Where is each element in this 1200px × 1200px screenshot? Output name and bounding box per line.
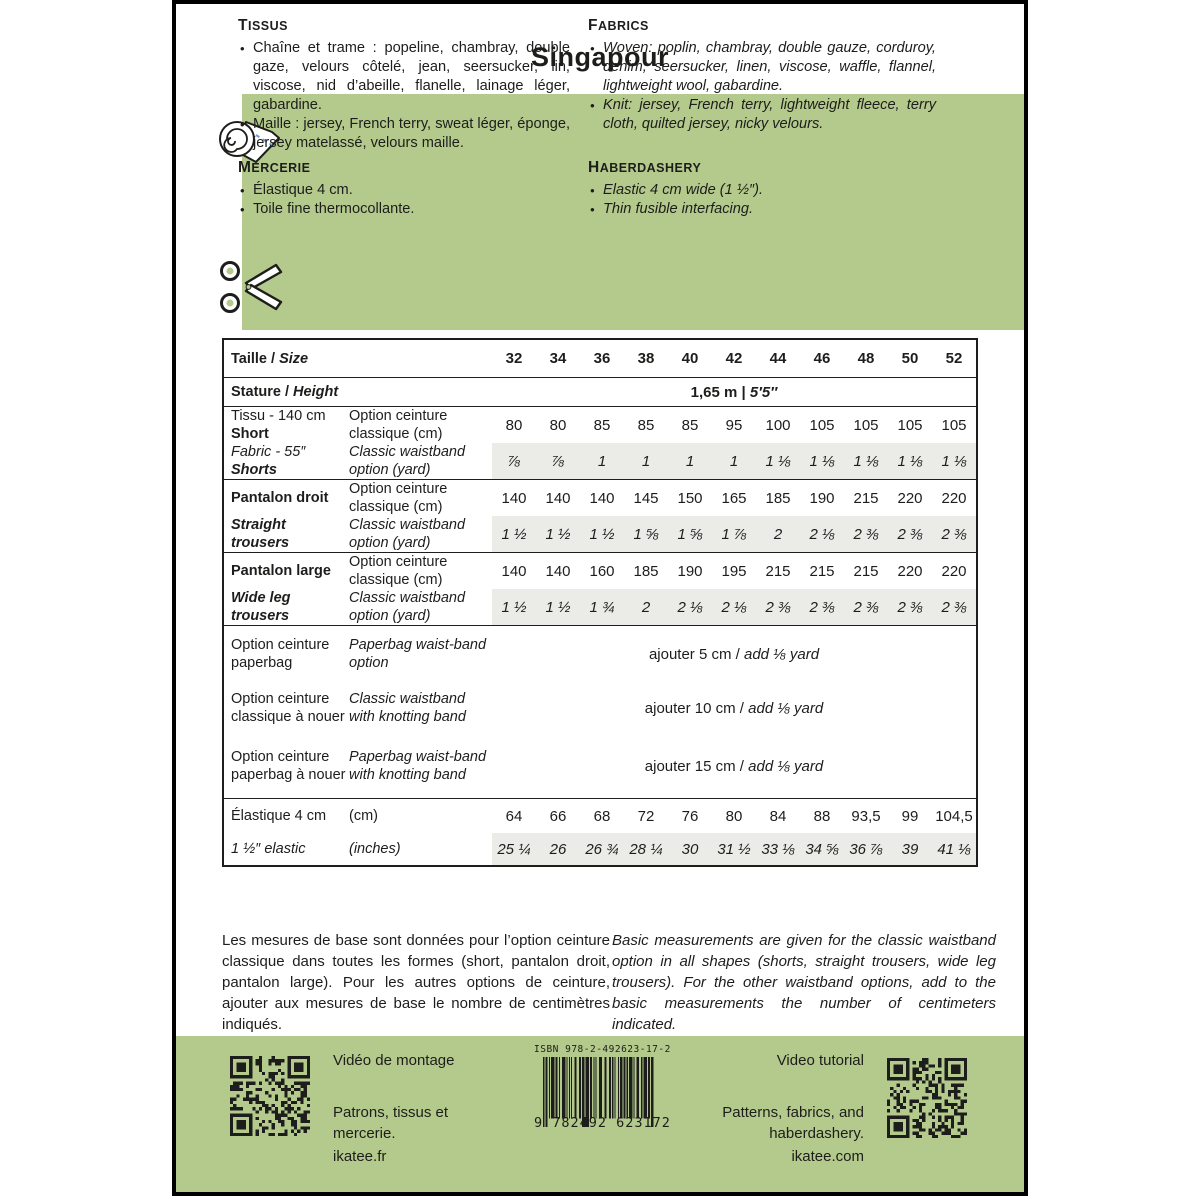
footer-url-fr: ikatee.fr [333, 1148, 387, 1165]
size-header-cell: 40 [681, 350, 699, 367]
size-cell: 1 ⅛ [888, 443, 932, 479]
size-cell: 80 [725, 807, 743, 825]
size-cell: 26 [536, 833, 580, 865]
size-cell: 36 ⅞ [844, 833, 888, 865]
size-cell: 85 [637, 416, 655, 434]
row-elastic-inches [224, 833, 976, 865]
size-table [222, 338, 978, 867]
footer-url-en: ikatee.com [791, 1148, 864, 1165]
row-label: Option ceinture classique (cm) [349, 554, 448, 588]
row-label: Classic waistband option (yard) [349, 590, 466, 624]
size-cell: 2 ⅜ [932, 589, 976, 625]
size-cell: 195 [721, 562, 747, 580]
option-label-en: Paperbag waist-band with knotting band [349, 749, 487, 783]
size-cell: 85 [681, 416, 699, 434]
size-cell: 80 [505, 416, 523, 434]
size-cell: 64 [505, 807, 523, 825]
note-french: Les mesures de base sont données pour l’option ceinture classique dans toutes les formes (short, pantalon droit, pantalon large). Pour les autres options de ceinture, ajouter aux mesures de base le nombre de centimètres indiqués. [222, 932, 610, 1033]
size-cell: 1 ¾ [580, 589, 624, 625]
size-cell: 39 [888, 833, 932, 865]
size-cell: 30 [668, 833, 712, 865]
footer-shop-label-fr: Patrons, tissus et mercerie. [333, 1104, 449, 1142]
section-heading-tissus: TISSUS [238, 17, 288, 34]
size-cell: 2 ⅜ [844, 516, 888, 552]
size-cell: 1 ⅝ [624, 516, 668, 552]
size-cell: 2 ⅜ [844, 589, 888, 625]
option-value: ajouter 5 cm / add ⅛ yard [648, 645, 820, 663]
elastic-unit-en: (inches) [349, 841, 401, 857]
table-group-waistband-options [224, 625, 976, 798]
group-label-en: Straight trousers [231, 517, 290, 551]
size-cell: 1 ½ [536, 589, 580, 625]
size-cell: 105 [809, 416, 835, 434]
material-item: • Maille : jersey, French terry, sweat léger, éponge, jersey matelassé, velours maille. [238, 115, 570, 153]
size-cell: 215 [853, 562, 879, 580]
section-tissus [238, 16, 570, 153]
size-cell: 2 ⅜ [800, 589, 844, 625]
size-cell: 215 [809, 562, 835, 580]
size-cell: ⅞ [536, 443, 580, 479]
size-cell: 41 ⅛ [932, 833, 976, 865]
size-cell: 28 ¼ [624, 833, 668, 865]
size-cell: 185 [633, 562, 659, 580]
size-cell: 1 ½ [536, 516, 580, 552]
option-label-en: Paperbag waist-band option [349, 637, 487, 671]
section-heading-mercerie: MERCERIE [238, 159, 311, 176]
size-cell: 220 [897, 562, 923, 580]
size-cell: 105 [897, 416, 923, 434]
size-cell: 72 [637, 807, 655, 825]
footer-video-label-en: Video tutorial [776, 1052, 864, 1069]
size-cell: 31 ½ [712, 833, 756, 865]
note-english: Basic measurements are given for the classic waistband option in all shapes (shorts, straight trousers, wide leg trousers). For the other waistband options, add to the basic measurements the number of centimeters indicated. [612, 932, 996, 1033]
option-value: ajouter 10 cm / add ⅛ yard [644, 699, 824, 717]
size-cell: 84 [769, 807, 787, 825]
section-haberdashery [588, 158, 936, 219]
material-item: • Elastic 4 cm wide (1 ½″). [588, 181, 936, 200]
section-mercerie [238, 158, 570, 219]
isbn-text: ISBN 978-2-492623-17-2 [534, 1044, 671, 1055]
row-label: Option ceinture classique (cm) [349, 408, 448, 442]
size-cell: 190 [809, 489, 835, 507]
row-option-classic-knot [224, 682, 976, 734]
row-label: Option ceinture classique (cm) [349, 481, 448, 515]
size-cell: 140 [545, 489, 571, 507]
size-cell: 80 [549, 416, 567, 434]
size-cell: 100 [765, 416, 791, 434]
stature-value: 1,65 m | 5′5″ [690, 383, 778, 401]
material-item: • Élastique 4 cm. [238, 181, 570, 200]
size-cell: 105 [941, 416, 967, 434]
size-cell: 2 [624, 589, 668, 625]
option-label-fr: Option ceinture classique à nouer [231, 691, 345, 725]
size-header-cell: 46 [813, 350, 831, 367]
elastic-label-en: 1 ½″ elastic [231, 841, 306, 857]
size-cell: 34 ⅝ [800, 833, 844, 865]
size-cell: 2 ⅛ [712, 589, 756, 625]
footer-video-label-fr: Vidéo de montage [333, 1052, 455, 1069]
size-cell: 220 [941, 489, 967, 507]
size-cell: 190 [677, 562, 703, 580]
size-cell: 1 ⅞ [712, 516, 756, 552]
material-item: • Thin fusible interfacing. [588, 200, 936, 219]
size-cell: 1 [712, 443, 756, 479]
section-fabrics [588, 16, 936, 134]
tissus-list [238, 39, 570, 153]
size-cell: 2 ⅜ [888, 589, 932, 625]
section-heading-haberdashery: HABERDASHERY [588, 159, 702, 176]
option-label-en: Classic waistband with knotting band [349, 691, 466, 725]
size-cell: 2 [756, 516, 800, 552]
size-cell: 1 ⅛ [756, 443, 800, 479]
size-cell: 1 ½ [580, 516, 624, 552]
size-cell: 85 [593, 416, 611, 434]
row-wide-yard [224, 589, 976, 625]
table-group-wide-leg-trousers [224, 552, 976, 625]
row-label: Classic waistband option (yard) [349, 517, 466, 551]
size-cell: 140 [545, 562, 571, 580]
size-cell: 76 [681, 807, 699, 825]
row-straight-cm [224, 480, 976, 516]
section-heading-fabrics: FABRICS [588, 17, 649, 34]
size-cell: ⅞ [492, 443, 536, 479]
footer-shop-label-en: Patterns, fabrics, and haberdashery. [722, 1104, 864, 1142]
size-header-cell: 48 [857, 350, 875, 367]
size-header-cell: 52 [945, 350, 963, 367]
group-label-fr: Pantalon large [231, 563, 331, 579]
elastic-unit-fr: (cm) [349, 808, 378, 824]
row-elastic-cm [224, 799, 976, 833]
size-cell: 93,5 [851, 807, 881, 825]
elastic-label-fr: Élastique 4 cm [231, 808, 327, 824]
size-cell: 1 [580, 443, 624, 479]
size-cell: 1 [668, 443, 712, 479]
material-item: • Chaîne et trame : popeline, chambray, double gaze, velours côtelé, jean, seersucker, lin, viscose, nid d’abeille, flanelle, lainage léger, gabardine. [238, 39, 570, 115]
size-cell: 88 [813, 807, 831, 825]
group-label-shorts: Tissu - 140 cm Short Fabric - 55″ Shorts [231, 408, 326, 478]
row-option-paperbag [224, 626, 976, 682]
barcode-digits: 9 782492 623172 [534, 1115, 671, 1131]
size-header-cell: 50 [901, 350, 919, 367]
option-value: ajouter 15 cm / add ⅛ yard [644, 757, 824, 775]
table-group-straight-trousers [224, 479, 976, 552]
size-header-cell: 34 [549, 350, 567, 367]
row-shorts-yard [347, 443, 976, 479]
size-header-cell: 38 [637, 350, 655, 367]
size-header-cell: 42 [725, 350, 743, 367]
size-cell: 25 ¼ [492, 833, 536, 865]
row-wide-cm [224, 553, 976, 589]
table-group-elastic [224, 798, 976, 865]
size-cell: 220 [897, 489, 923, 507]
size-cell: 99 [901, 807, 919, 825]
size-cell: 33 ⅛ [756, 833, 800, 865]
size-cell: 185 [765, 489, 791, 507]
row-option-paperbag-knot [224, 734, 976, 798]
size-cell: 2 ⅜ [888, 516, 932, 552]
material-item: • Knit: jersey, French terry, lightweight fleece, terry cloth, quilted jersey, nicky velours. [588, 96, 936, 134]
pattern-envelope-back [172, 0, 1028, 1196]
size-cell: 2 ⅜ [932, 516, 976, 552]
size-cell: 140 [501, 489, 527, 507]
size-cell: 1 ½ [492, 516, 536, 552]
sizes-row-label: Taille / Size [231, 350, 309, 367]
table-group-shorts [224, 406, 976, 479]
size-cell: 1 ½ [492, 589, 536, 625]
size-cell: 165 [721, 489, 747, 507]
size-cell: 1 ⅝ [668, 516, 712, 552]
row-straight-yard [224, 516, 976, 552]
size-cell: 1 ⅛ [932, 443, 976, 479]
table-row-sizes [224, 340, 976, 377]
size-header-cell: 44 [769, 350, 787, 367]
size-cell: 104,5 [935, 807, 973, 825]
size-cell: 160 [589, 562, 615, 580]
haberdashery-list [588, 181, 936, 219]
row-label: Classic waistband option (yard) [349, 444, 466, 478]
qr-code-video-tutorial-en [887, 1058, 967, 1138]
stature-row-label: Stature / Height [231, 384, 339, 400]
size-cell: 2 ⅛ [800, 516, 844, 552]
size-cell: 26 ¾ [580, 833, 624, 865]
size-cell: 2 ⅜ [756, 589, 800, 625]
size-cell: 1 ⅛ [844, 443, 888, 479]
group-label-fr: Pantalon droit [231, 490, 329, 506]
size-cell: 66 [549, 807, 567, 825]
option-label-fr: Option ceinture paperbag à nouer [231, 749, 346, 783]
size-cell: 220 [941, 562, 967, 580]
size-cell: 145 [633, 489, 659, 507]
size-cell: 2 ⅛ [668, 589, 712, 625]
size-cell: 150 [677, 489, 703, 507]
option-label-fr: Option ceinture paperbag [231, 637, 330, 671]
size-cell: 68 [593, 807, 611, 825]
size-cell: 1 ⅛ [800, 443, 844, 479]
fabrics-list [588, 39, 936, 134]
footer-band [176, 1036, 1024, 1192]
page-title: Singapour [531, 42, 669, 72]
size-header-cell: 32 [505, 350, 523, 367]
size-cell: 140 [501, 562, 527, 580]
size-cell: 215 [853, 489, 879, 507]
qr-code-video-tutorial-fr [230, 1056, 310, 1136]
table-row-stature [224, 377, 976, 406]
size-cell: 215 [765, 562, 791, 580]
size-cell: 140 [589, 489, 615, 507]
material-item: • Toile fine thermocollante. [238, 200, 570, 219]
group-label-en: Wide leg trousers [231, 590, 291, 624]
row-shorts-cm [347, 407, 976, 443]
scissors-icon [218, 258, 284, 316]
mercerie-list [238, 181, 570, 219]
material-item: • Woven: poplin, chambray, double gauze, corduroy, denim, seersucker, linen, viscose, waffle, flannel, lightweight wool, gabardine. [588, 39, 936, 96]
size-header-cell: 36 [593, 350, 611, 367]
size-cell: 105 [853, 416, 879, 434]
size-cell: 1 [624, 443, 668, 479]
size-cell: 95 [725, 416, 743, 434]
